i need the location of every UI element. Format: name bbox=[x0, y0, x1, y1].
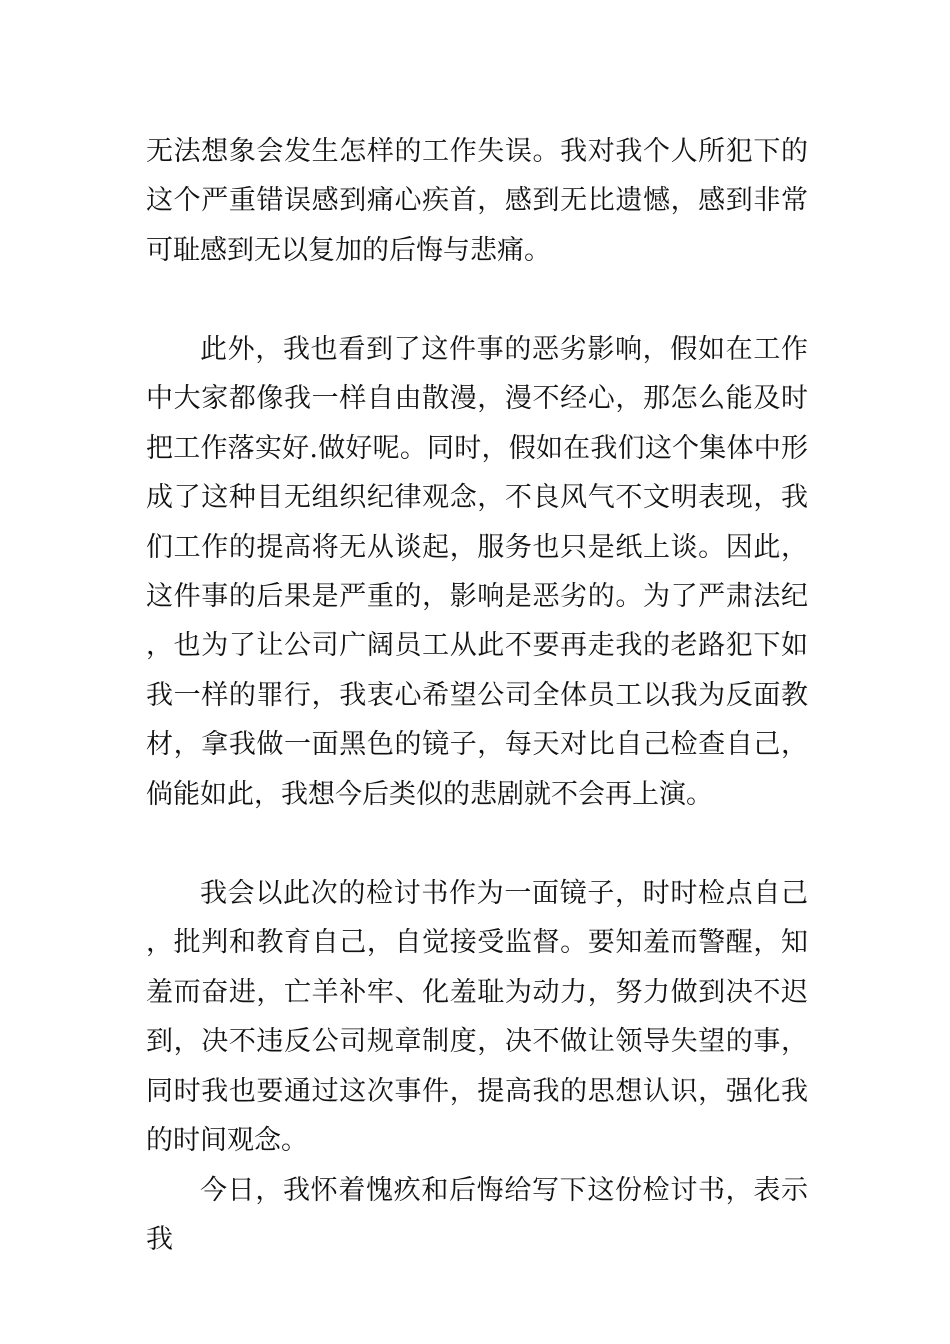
paragraph-2: 此外，我也看到了这件事的恶劣影响，假如在工作中大家都像我一样自由散漫，漫不经心，那怎么能及时把工作落实好.做好呢。同时，假如在我们这个集体中形成了这种目无组织纪律观念，不良风气不文明表现，我们工作的提高将无从谈起，服务也只是纸上谈。因此，这件事的后果是严重的，影响是恶劣的。为了严肃法纪，也为了让公司广阔员工从此不要再走我的老路犯下如我一样的罪行，我衷心希望公司全体员工以我为反面教材，拿我做一面黑色的镜子，每天对比自己检查自己，倘能如此，我想今后类似的悲剧就不会再上演。 bbox=[146, 334, 808, 810]
paragraph-3: 我会以此次的检讨书作为一面镜子，时时检点自己，批判和教育自己，自觉接受监督。要知羞而警醒，知羞而奋进，亡羊补牢、化羞耻为动力，努力做到决不迟到，决不违反公司规章制度，决不做让领导失望的事，同时我也要通过这次事件，提高我的思想认识，强化我的时间观念。 bbox=[146, 878, 808, 1157]
paragraph-1: 无法想象会发生怎样的工作失误。我对我个人所犯下的这个严重错误感到痛心疾首，感到无比遗憾，感到非常可耻感到无以复加的后悔与悲痛。 bbox=[146, 136, 808, 266]
paragraph-4: 今日，我怀着愧疚和后悔给写下这份检讨书，表示我 bbox=[146, 1175, 808, 1256]
